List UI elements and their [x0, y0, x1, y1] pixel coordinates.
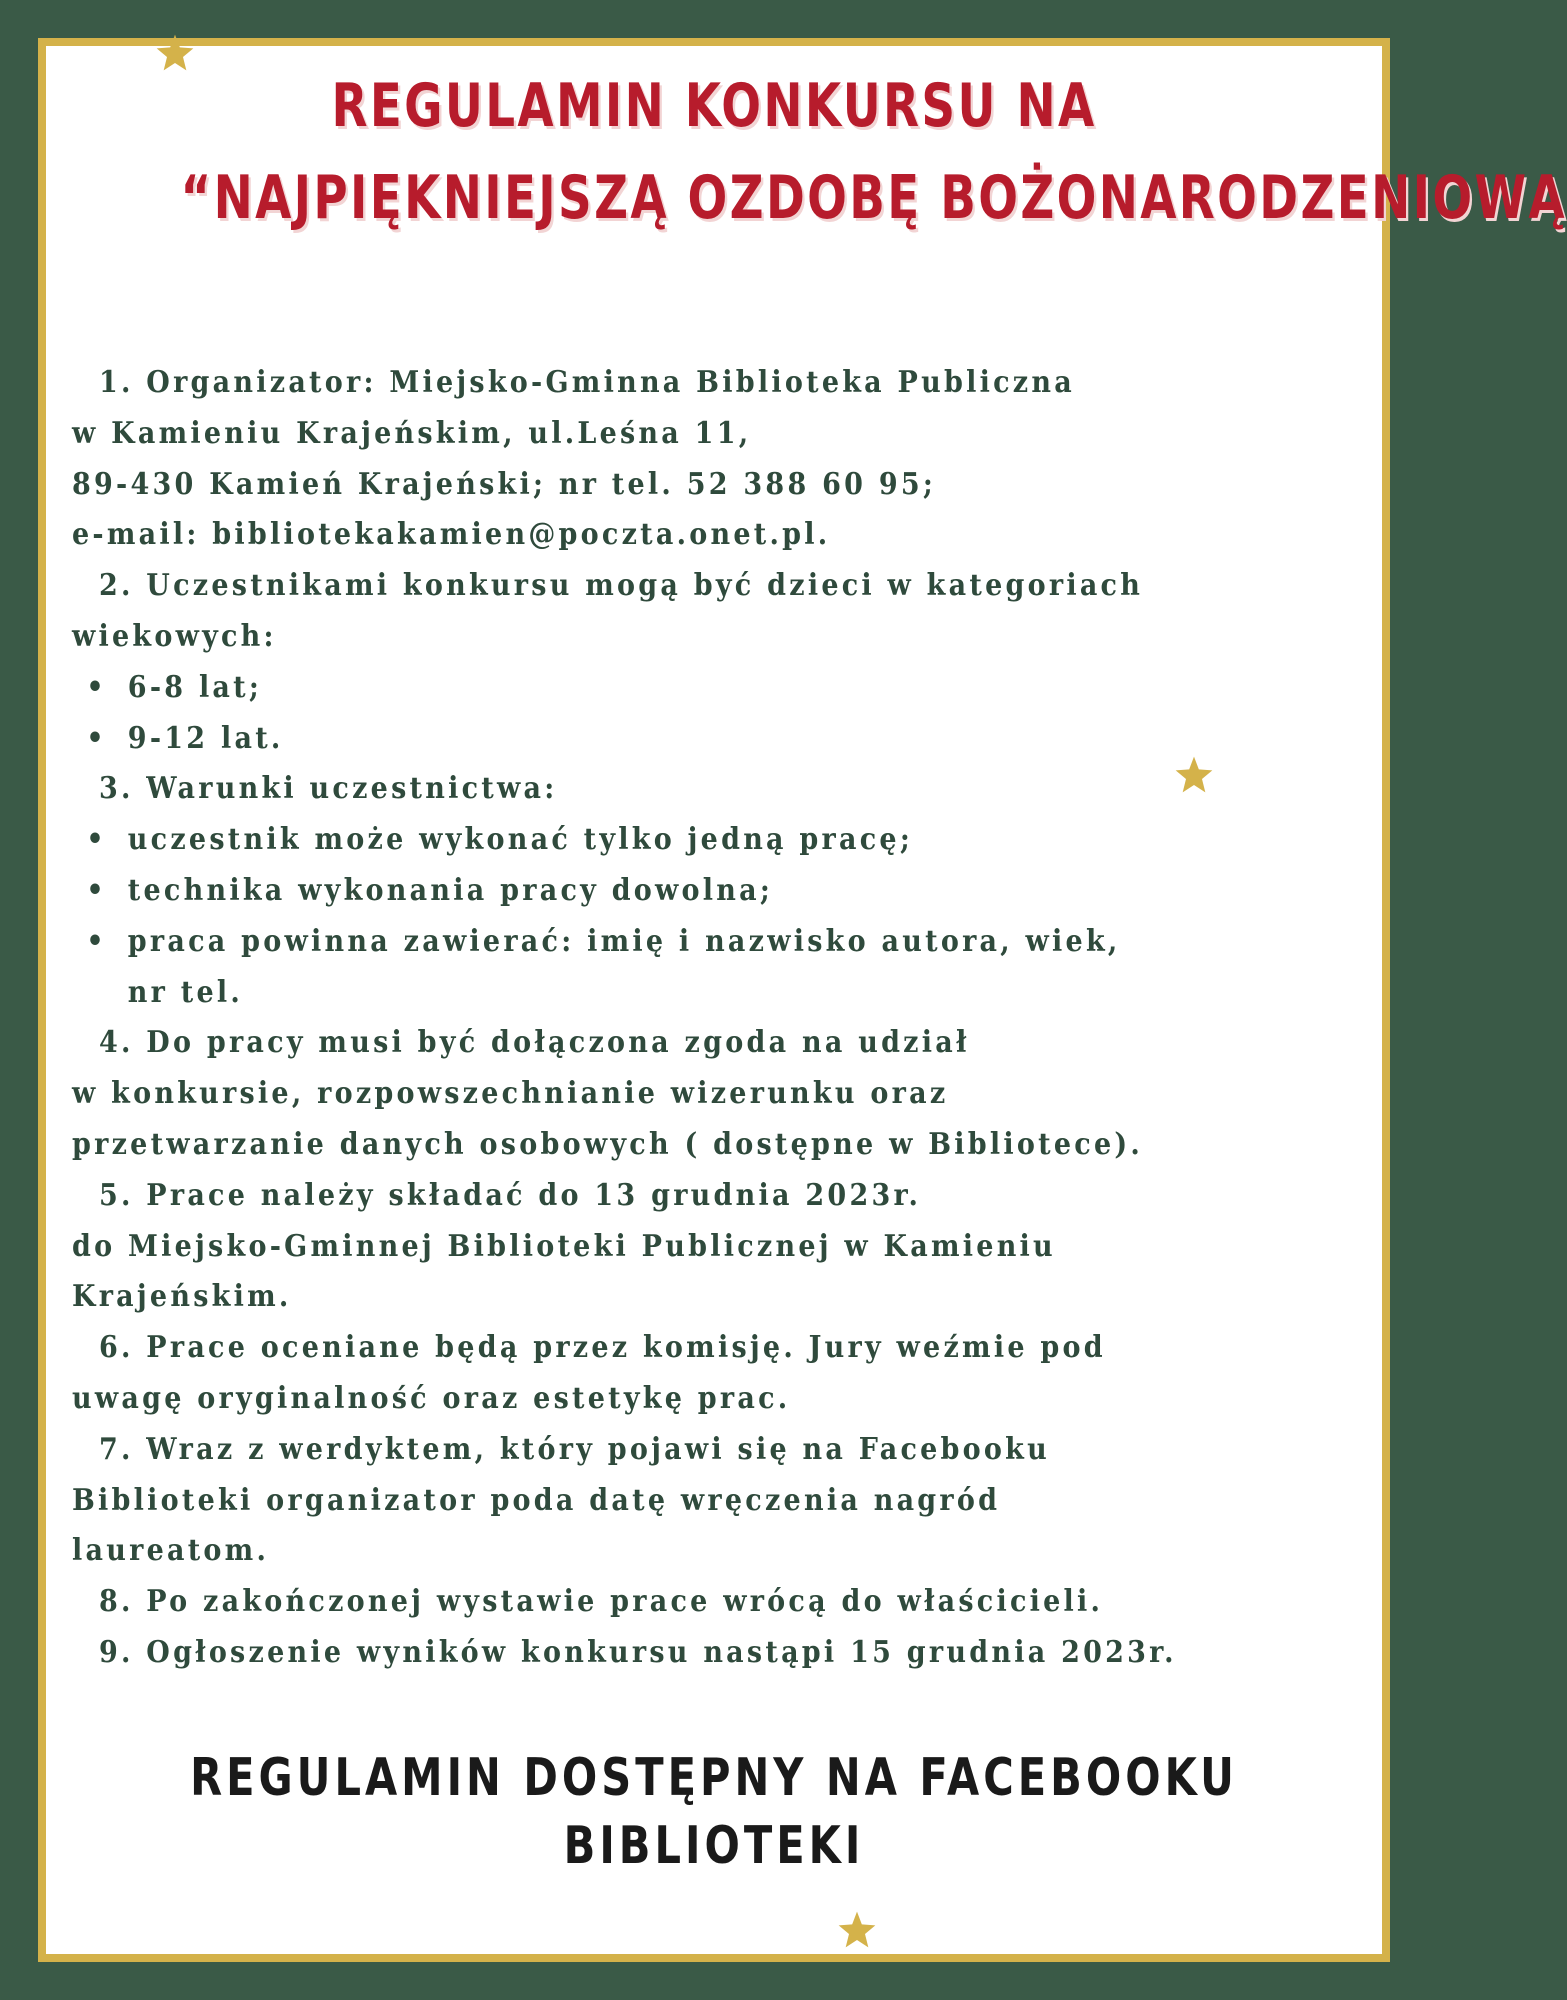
rule-8: 8. Po zakończonej wystawie prace wrócą do właścicieli. — [99, 1584, 1104, 1620]
list-item — [72, 917, 1256, 1019]
bullet: • — [86, 669, 107, 705]
rule-4-line-3: przetwarzanie danych osobowych ( dostępne w Bibliotece). — [72, 1126, 1144, 1162]
rule-7-line-2: Biblioteki organizator poda datę wręczenia nagród — [72, 1482, 1001, 1518]
rule-7-line-1: 7. Wraz z werdyktem, który pojawi się na Facebooku — [99, 1431, 1050, 1467]
title-line-2: “NAJPIĘKNIEJSZĄ OZDOBĘ BOŻONARODZENIOWĄ — [180, 163, 1567, 233]
age-category-2: 9-12 lat. — [127, 720, 284, 756]
page-title — [180, 60, 1567, 244]
list-item — [72, 663, 1256, 714]
list-item — [72, 815, 1256, 866]
footer-line-2: BIBLIOTEKI — [563, 1816, 865, 1876]
rule-2-line-1: 2. Uczestnikami konkursu mogą być dzieci w kategoriach — [99, 568, 1144, 604]
rule-1-line-3: 89-430 Kamień Krajeński; nr tel. 52 388 60 95; — [72, 466, 937, 502]
rule-5-line-1: 5. Prace należy składać do 13 grudnia 2023r. — [99, 1177, 922, 1213]
condition-2: technika wykonania pracy dowolna; — [127, 872, 774, 908]
rule-1-line-1: 1. Organizator: Miejsko-Gminna Biblioteka Publiczna — [99, 365, 1075, 400]
rule-5-line-3: Krajeńskim. — [72, 1279, 292, 1315]
bullet: • — [86, 720, 107, 756]
bullet: • — [86, 872, 107, 908]
list-item — [72, 866, 1256, 917]
organizer-email: e-mail: bibliotekakamien@poczta.onet.pl. — [72, 517, 831, 553]
age-category-1: 6-8 lat; — [127, 669, 263, 705]
regulations-body — [72, 358, 1256, 1679]
rule-6-line-1: 6. Prace oceniane będą przez komisję. Jury weźmie pod — [99, 1330, 1106, 1366]
rule-5-line-2: do Miejsko-Gminnej Biblioteki Publicznej w Kamieniu — [72, 1228, 1056, 1264]
star-icon — [837, 1910, 877, 1950]
rule-9: 9. Ogłoszenie wyników konkursu nastąpi 15 grudnia 2023r. — [99, 1634, 1177, 1670]
list-item — [72, 714, 1256, 765]
rule-4-line-2: w konkursie, rozpowszechnianie wizerunku oraz — [72, 1076, 949, 1112]
condition-3-line-2: nr tel. — [127, 974, 244, 1010]
bullet: • — [86, 822, 107, 858]
rule-6-line-2: uwagę oryginalność oraz estetykę prac. — [72, 1380, 791, 1416]
condition-1: uczestnik może wykonać tylko jedną pracę; — [127, 822, 914, 858]
footer-note — [143, 1744, 1285, 1880]
title-line-1: REGULAMIN KONKURSU NA — [331, 71, 1097, 141]
rule-7-line-3: laureatom. — [72, 1533, 270, 1569]
rule-4-line-1: 4. Do pracy musi być dołączona zgoda na udział — [99, 1025, 970, 1061]
footer-line-1: REGULAMIN DOSTĘPNY NA FACEBOOKU — [190, 1748, 1238, 1808]
rule-1-line-2: w Kamieniu Krajeńskim, ul.Leśna 11, — [72, 415, 752, 451]
condition-3-line-1: praca powinna zawierać: imię i nazwisko autora, wiek, — [127, 923, 1121, 959]
rule-2-line-2: wiekowych: — [72, 618, 277, 654]
bullet: • — [86, 923, 107, 959]
rule-3-line-1: 3. Warunki uczestnictwa: — [99, 771, 558, 807]
